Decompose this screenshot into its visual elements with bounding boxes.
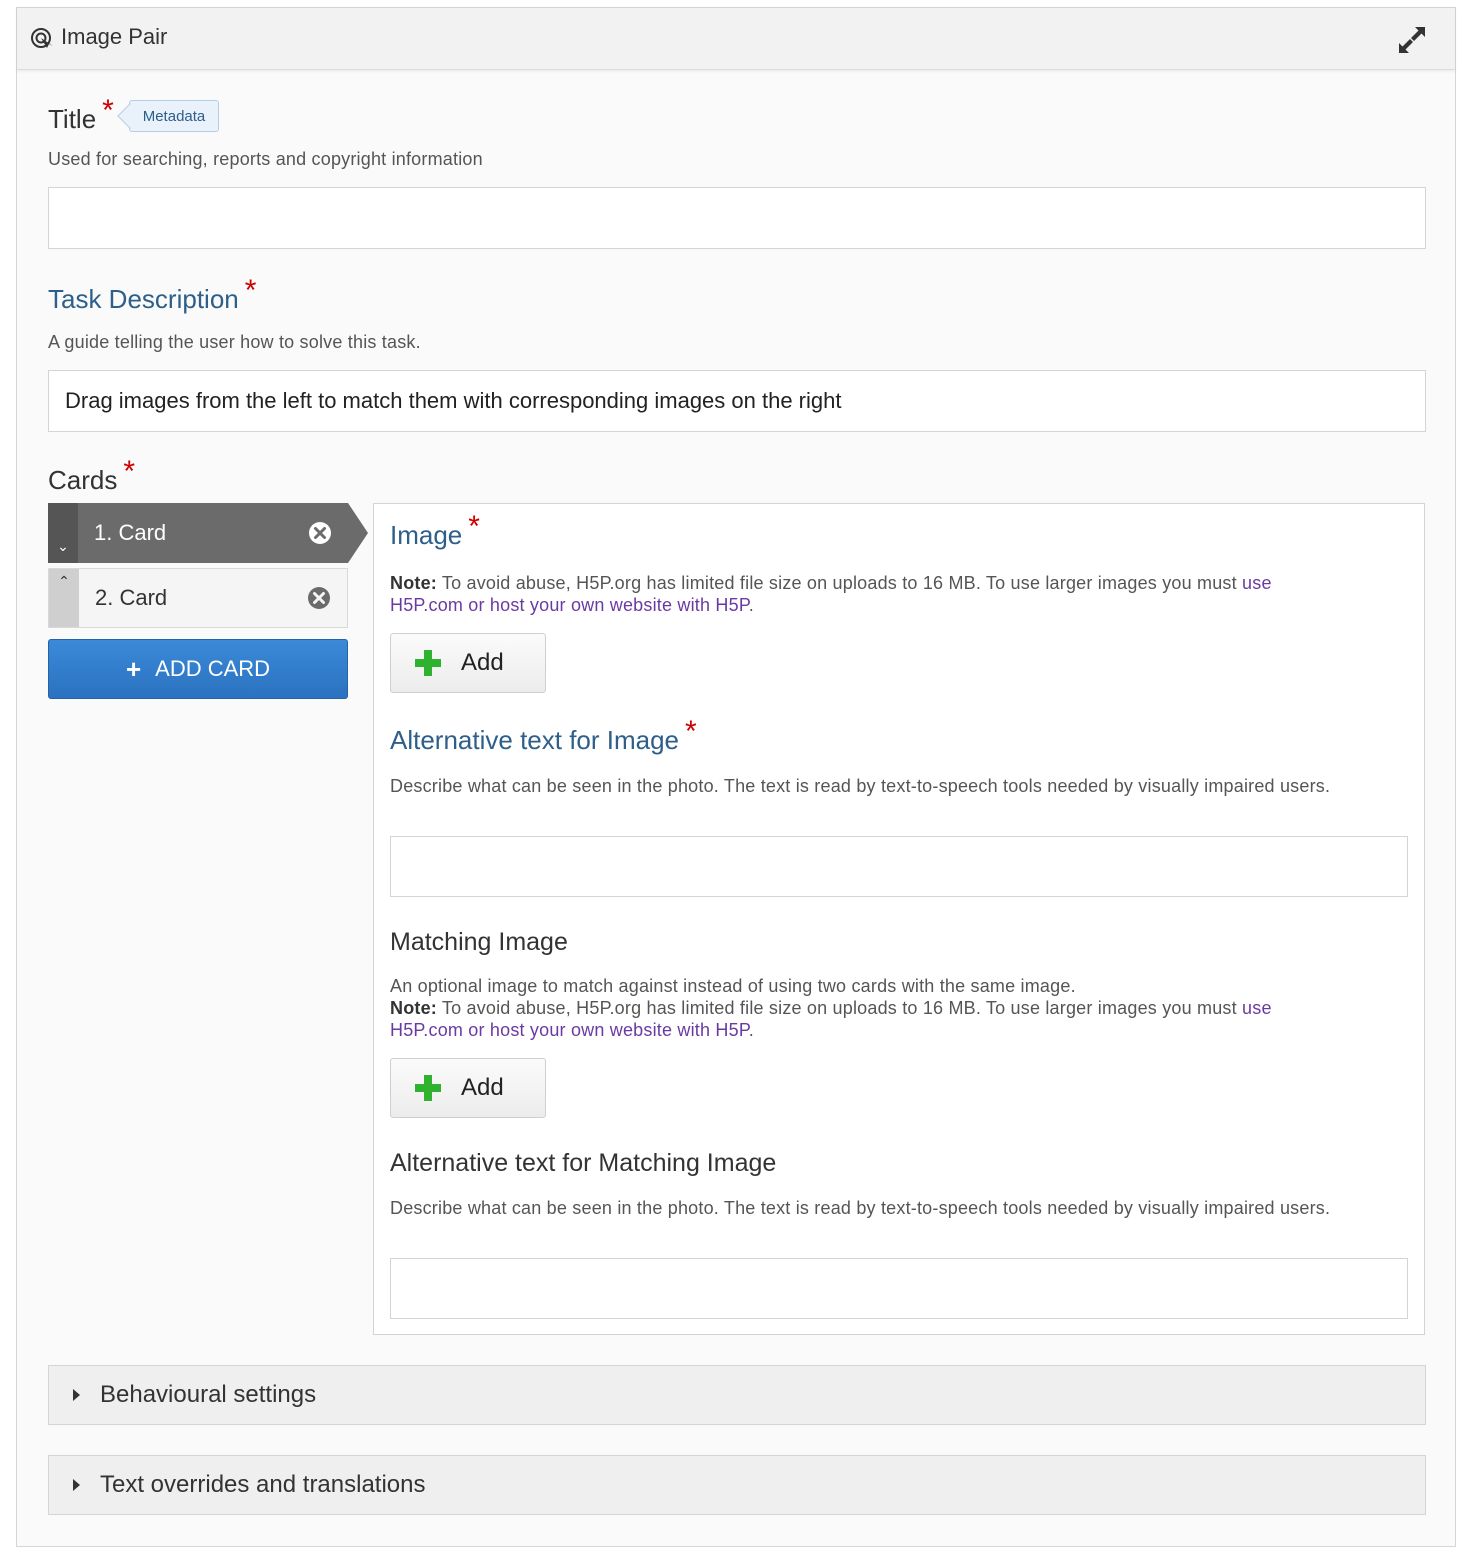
alt-image-label <box>390 715 697 757</box>
h5p-link[interactable]: use <box>1242 998 1272 1018</box>
title-label-text: Title <box>48 104 97 134</box>
card-label: 2. Card <box>95 585 168 610</box>
cards-label-text: Cards <box>48 465 118 495</box>
matching-description-text: An optional image to match against instead of using two cards with the same image. <box>390 976 1076 996</box>
group-label: Text overrides and translations <box>100 1471 426 1498</box>
remove-card-icon[interactable] <box>307 586 331 610</box>
card-label: 1. Card <box>94 520 167 545</box>
plus-icon: + <box>125 653 142 684</box>
chevron-down-icon[interactable]: ⌄ <box>48 503 78 563</box>
chevron-up-icon[interactable]: ⌃ <box>49 569 79 627</box>
task-description-label <box>48 274 257 316</box>
green-plus-icon <box>415 1075 441 1101</box>
group-label: Behavioural settings <box>100 1381 317 1408</box>
card-list-item-2[interactable] <box>48 568 348 628</box>
image-note <box>390 572 1400 616</box>
task-description-label-text: Task Description <box>48 284 239 314</box>
h5p-touch-icon <box>29 26 55 52</box>
image-label <box>390 510 480 552</box>
alt-image-label-text: Alternative text for Image <box>390 725 680 755</box>
matching-image-label: Matching Image <box>390 928 568 956</box>
required-mark: * <box>468 510 480 543</box>
image-label-text: Image <box>390 520 463 550</box>
note-prefix: Note: <box>390 573 437 593</box>
title-description: Used for searching, reports and copyright information <box>48 149 483 169</box>
cards-label <box>48 455 136 497</box>
required-mark: * <box>123 455 136 488</box>
required-mark: * <box>244 274 257 307</box>
add-card-label: ADD CARD <box>155 656 271 681</box>
editor-title: Image Pair <box>61 24 168 49</box>
metadata-label: Metadata <box>142 107 206 125</box>
task-description-help: A guide telling the user how to solve this task. <box>48 332 421 352</box>
h5p-link[interactable]: H5P.com or host your own website with H5P <box>390 1020 749 1040</box>
add-label: Add <box>461 1074 504 1101</box>
green-plus-icon <box>415 650 441 676</box>
title-label <box>48 94 114 136</box>
alt-image-input[interactable] <box>390 836 1408 897</box>
note-prefix: Note: <box>390 998 437 1018</box>
caret-right-icon <box>73 1479 80 1491</box>
alt-matching-description: Describe what can be seen in the photo. The text is read by text-to-speech tools needed by visually impaired users. <box>390 1198 1331 1218</box>
note-text: To avoid abuse, H5P.org has limited file size on uploads to 16 MB. To use larger images you must <box>437 998 1243 1018</box>
note-end: . <box>748 595 754 615</box>
alt-matching-input[interactable] <box>390 1258 1408 1319</box>
editor-frame <box>16 7 1456 1547</box>
h5p-link[interactable]: H5P.com or host your own website with H5P <box>390 595 749 615</box>
text-overrides-group[interactable] <box>48 1455 1426 1515</box>
alt-matching-label: Alternative text for Matching Image <box>390 1149 777 1177</box>
required-mark: * <box>685 715 697 748</box>
title-input[interactable] <box>48 187 1426 249</box>
note-text: To avoid abuse, H5P.org has limited file size on uploads to 16 MB. To use larger images you must <box>437 573 1243 593</box>
metadata-button[interactable] <box>129 100 219 132</box>
editor-header <box>17 8 1455 70</box>
task-description-input[interactable]: Drag images from the left to match them with corresponding images on the right <box>48 370 1426 432</box>
expand-arrows-icon[interactable] <box>1395 23 1429 57</box>
alt-image-description: Describe what can be seen in the photo. The text is read by text-to-speech tools needed by visually impaired users. <box>390 776 1331 796</box>
card-list-item-1[interactable] <box>48 503 348 563</box>
behavioural-settings-group[interactable] <box>48 1365 1426 1425</box>
caret-right-icon <box>73 1389 80 1401</box>
h5p-link[interactable]: use <box>1242 573 1272 593</box>
add-label: Add <box>461 649 504 676</box>
required-mark: * <box>102 94 114 127</box>
add-card-button[interactable] <box>48 639 348 699</box>
add-matching-image-button[interactable] <box>390 1058 546 1118</box>
add-image-button[interactable] <box>390 633 546 693</box>
matching-image-description <box>390 975 1400 1041</box>
remove-card-icon[interactable] <box>308 521 332 545</box>
card-editor-panel <box>373 503 1425 1335</box>
note-end: . <box>748 1020 754 1040</box>
